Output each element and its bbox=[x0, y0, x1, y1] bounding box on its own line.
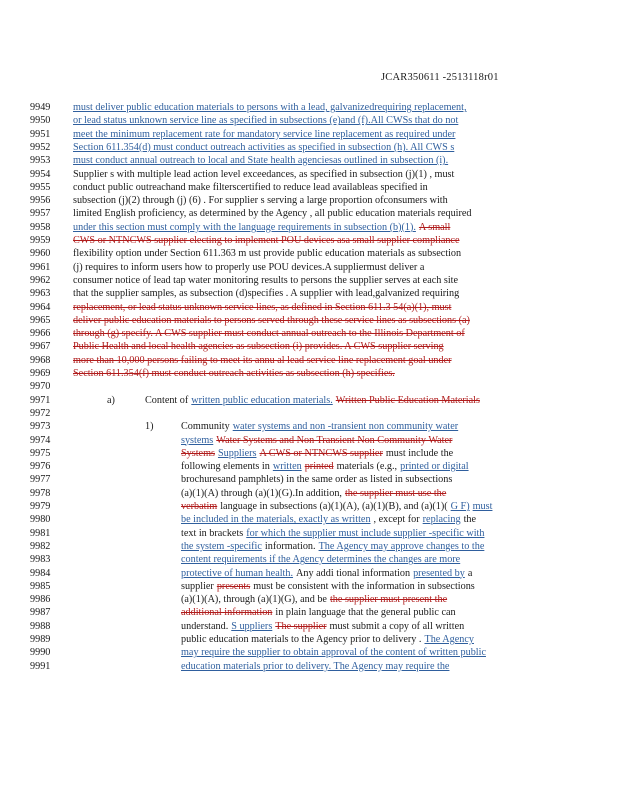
deleted-text: A CWS or NTNCWS supplier bbox=[259, 447, 383, 459]
text-run: following elements in bbox=[181, 461, 270, 473]
line-number: 9978 bbox=[30, 487, 51, 499]
line-number: 9974 bbox=[30, 434, 51, 446]
text-run: Content of bbox=[145, 394, 189, 406]
text-run: understand. bbox=[181, 620, 229, 632]
line-text bbox=[73, 274, 545, 287]
line-text bbox=[73, 181, 545, 194]
text-run: (a)(1)(A) through (a)(1)(G).In addition, bbox=[181, 487, 342, 499]
text-run: in plain language that the general public can bbox=[275, 607, 456, 619]
line-text bbox=[73, 340, 545, 353]
text-run: Supplier s with multiple lead action level exceedances, as specified in subsection (j)(1) , must bbox=[73, 168, 455, 180]
line-number: 9976 bbox=[30, 461, 51, 473]
deleted-text: the supplier must use the bbox=[344, 487, 447, 499]
line-text bbox=[73, 247, 545, 260]
line-number: 9987 bbox=[30, 607, 51, 619]
text-run: brochuresand pamphlets) in the same order as listed in subsections bbox=[181, 474, 453, 486]
line-number: 9963 bbox=[30, 288, 51, 300]
document-line bbox=[0, 553, 618, 566]
line-number: 9952 bbox=[30, 141, 51, 153]
text-run: language in subsections (a)(1)(A), (a)(1)(B), and (a)(1)( bbox=[220, 501, 448, 512]
document-line bbox=[0, 234, 618, 247]
line-number: 9984 bbox=[30, 567, 51, 579]
line-text bbox=[73, 367, 545, 380]
text-run: materials (e.g., bbox=[336, 461, 398, 473]
document-line bbox=[0, 513, 618, 526]
deleted-text: verbatim bbox=[181, 501, 218, 512]
document-line bbox=[0, 354, 618, 367]
line-number: 9988 bbox=[30, 620, 51, 632]
line-text bbox=[73, 261, 545, 274]
line-number: 9975 bbox=[30, 447, 51, 459]
deleted-text: presents bbox=[216, 580, 251, 592]
deleted-text: Water Systems and Non Transient Non Community Water bbox=[216, 434, 453, 446]
document-line bbox=[0, 606, 618, 619]
document-line bbox=[0, 567, 618, 580]
document-line bbox=[0, 181, 618, 194]
line-number: 9961 bbox=[30, 261, 51, 273]
line-text bbox=[181, 646, 545, 659]
document-line bbox=[0, 327, 618, 340]
inserted-text: The Agency bbox=[424, 634, 474, 645]
text-run: the bbox=[463, 514, 477, 526]
text-run: flexibility option under Section 611.363 m ust provide public education materials as subsection bbox=[73, 248, 462, 260]
deleted-text: Section 611.354(f) must conduct outreach activities as subsection (h) specifies. bbox=[73, 368, 395, 379]
line-number: 9990 bbox=[30, 647, 51, 659]
text-run: that the supplier samples, as subsection (d)specifies . A supplier with lead,galvanized requiring bbox=[73, 288, 460, 300]
document-line bbox=[0, 646, 618, 659]
inserted-text: must conduct annual outreach to local and State health agenciesas outlined in subsection (i). bbox=[73, 155, 449, 167]
line-number: 9991 bbox=[30, 660, 51, 672]
line-text bbox=[181, 500, 545, 513]
line-text bbox=[181, 487, 545, 500]
inserted-text: G F) bbox=[450, 501, 470, 512]
line-number: 9973 bbox=[30, 421, 51, 433]
document-line bbox=[0, 221, 618, 234]
inserted-text: written bbox=[272, 461, 302, 473]
document-line bbox=[0, 207, 618, 220]
text-run: , except for bbox=[373, 514, 420, 526]
inserted-text: meet the minimum replacement rate for mandatory service line replacement as required under bbox=[73, 128, 456, 140]
deleted-text: additional information bbox=[181, 607, 273, 619]
line-number: 9966 bbox=[30, 328, 51, 340]
document-line bbox=[0, 168, 618, 181]
line-number: 9964 bbox=[30, 301, 51, 313]
inserted-text: water systems and non -transient non community water bbox=[232, 421, 459, 433]
deleted-text: The supplier bbox=[275, 620, 327, 632]
line-text bbox=[73, 154, 545, 167]
deleted-text: printed bbox=[304, 461, 334, 473]
line-text bbox=[181, 460, 545, 473]
line-text bbox=[181, 513, 545, 526]
inserted-text: written public education materials. bbox=[191, 394, 333, 406]
document-line bbox=[0, 314, 618, 327]
text-run: a bbox=[467, 567, 473, 579]
text-run: (a)(1)(A), through (a)(1)(G), and be bbox=[181, 594, 327, 606]
text-run: (j) requires to inform users how to properly use POU devices.A suppliermust deliver a bbox=[73, 261, 425, 273]
line-text bbox=[73, 234, 545, 247]
line-text bbox=[73, 287, 545, 300]
document-line bbox=[0, 287, 618, 300]
text-run: must include the bbox=[385, 447, 454, 459]
line-number: 9971 bbox=[30, 394, 51, 406]
document-line bbox=[0, 101, 618, 114]
line-text bbox=[73, 114, 545, 127]
text-run: supplier bbox=[181, 580, 214, 592]
line-text bbox=[181, 420, 545, 433]
deleted-text: Written Public Education Materials bbox=[335, 394, 480, 406]
inserted-text: S uppliers bbox=[231, 620, 273, 632]
document-line bbox=[0, 420, 618, 433]
document-line bbox=[0, 580, 618, 593]
line-text bbox=[181, 567, 545, 580]
inserted-text: The Agency may approve changes to the bbox=[318, 540, 485, 552]
line-number: 9979 bbox=[30, 501, 51, 512]
document-line bbox=[0, 620, 618, 633]
document-line bbox=[0, 660, 618, 673]
document-line bbox=[0, 274, 618, 287]
line-text bbox=[181, 620, 545, 633]
deleted-text: replacement, or lead status unknown service lines, as defined in Section 611.3 54(a)(1), must bbox=[73, 301, 452, 313]
list-marker: 1) bbox=[145, 421, 154, 433]
document-line bbox=[0, 114, 618, 127]
document-line bbox=[0, 141, 618, 154]
inserted-text: under this section must comply with the language requirements in subsection (b)(1). bbox=[73, 221, 416, 233]
document-line bbox=[0, 394, 618, 407]
document-line bbox=[0, 593, 618, 606]
line-number: 9950 bbox=[30, 115, 51, 127]
document-line bbox=[0, 460, 618, 473]
inserted-text: be included in the materials, exactly as written bbox=[181, 514, 371, 526]
line-number: 9980 bbox=[30, 514, 51, 526]
line-text bbox=[181, 606, 545, 619]
line-number: 9989 bbox=[30, 634, 51, 645]
line-number: 9956 bbox=[30, 195, 51, 207]
inserted-text: printed or digital bbox=[400, 461, 469, 473]
line-text bbox=[73, 207, 545, 220]
inserted-text: presented by bbox=[413, 567, 465, 579]
document-id-header: JCAR350611 -2513118r01 bbox=[381, 72, 499, 83]
inserted-text: education materials prior to delivery. The Agency may require the bbox=[181, 660, 450, 672]
text-run: subsection (j)(2) through (j) (6) . For supplier s serving a large proportion ofconsumers with bbox=[73, 195, 448, 207]
deleted-text: deliver public education materials to persons served through these service lines as subsections (a) bbox=[73, 314, 470, 326]
text-run: information. bbox=[264, 540, 316, 552]
line-number: 9949 bbox=[30, 102, 51, 113]
inserted-text: must deliver public education materials to persons with a lead, galvanizedrequiring replacement, bbox=[73, 102, 467, 113]
line-text bbox=[73, 141, 545, 154]
inserted-text: or lead status unknown service line as specified in subsections (e)and (f).All CWSs that do not bbox=[73, 115, 459, 127]
inserted-text: Suppliers bbox=[217, 447, 257, 459]
line-text bbox=[73, 301, 545, 314]
line-number: 9972 bbox=[30, 407, 51, 419]
line-text bbox=[181, 447, 545, 460]
document-line bbox=[0, 340, 618, 353]
document-line bbox=[0, 247, 618, 260]
line-text bbox=[181, 434, 545, 447]
inserted-text: systems bbox=[181, 434, 214, 446]
document-line bbox=[0, 367, 618, 380]
line-text bbox=[73, 101, 545, 114]
document-line bbox=[0, 407, 618, 420]
document-line bbox=[0, 540, 618, 553]
line-number: 9958 bbox=[30, 221, 51, 233]
text-run: Any addi tional information bbox=[296, 567, 411, 579]
text-run: consumer notice of lead tap water monitoring results to persons the supplier serves at each site bbox=[73, 274, 459, 286]
line-text bbox=[73, 314, 545, 327]
text-run: public education materials to the Agency prior to delivery . bbox=[181, 634, 422, 645]
line-number: 9960 bbox=[30, 248, 51, 260]
text-run: Community bbox=[181, 421, 230, 433]
text-run: limited English proficiency, as determined by the Agency , all public education materials required bbox=[73, 208, 472, 220]
line-text bbox=[181, 540, 545, 553]
document-line bbox=[0, 194, 618, 207]
line-number: 9985 bbox=[30, 580, 51, 592]
inserted-text: the system -specific bbox=[181, 540, 262, 552]
inserted-text: may require the supplier to obtain approval of the content of written public bbox=[181, 647, 486, 659]
inserted-text: replacing bbox=[422, 514, 461, 526]
line-text bbox=[181, 527, 545, 540]
line-number: 9981 bbox=[30, 527, 51, 539]
line-text bbox=[73, 168, 545, 181]
line-number: 9951 bbox=[30, 128, 51, 140]
deleted-text: through (g) specify. A CWS supplier must conduct annual outreach to the Illinois Department of bbox=[73, 328, 465, 340]
inserted-text: must bbox=[472, 501, 493, 512]
line-number: 9967 bbox=[30, 341, 51, 353]
line-number: 9957 bbox=[30, 208, 51, 220]
document-line bbox=[0, 447, 618, 460]
inserted-text: Section 611.354(d) must conduct outreach activities as specified in subsection (h). All CWS s bbox=[73, 141, 455, 153]
text-run: must be consistent with the information in subsections bbox=[253, 580, 475, 592]
line-text bbox=[73, 194, 545, 207]
document-line bbox=[0, 473, 618, 486]
document-line bbox=[0, 633, 618, 646]
line-number: 9965 bbox=[30, 314, 51, 326]
inserted-text: content requirements if the Agency determines the changes are more bbox=[181, 554, 461, 566]
document-line bbox=[0, 128, 618, 141]
deleted-text: Public Health and local health agencies as subsection (i) provides. A CWS supplier serving bbox=[73, 341, 444, 353]
document-line bbox=[0, 380, 618, 393]
document-line bbox=[0, 487, 618, 500]
line-number: 9977 bbox=[30, 474, 51, 486]
deleted-text: Systems bbox=[181, 447, 215, 459]
line-text bbox=[73, 327, 545, 340]
line-number: 9959 bbox=[30, 235, 51, 246]
document-line bbox=[0, 261, 618, 274]
line-number: 9962 bbox=[30, 274, 51, 286]
text-run: conduct public outreachand make filterscertified to reduce lead availableas specified in bbox=[73, 181, 428, 193]
line-text bbox=[181, 633, 545, 646]
line-number: 9969 bbox=[30, 368, 51, 379]
line-number: 9986 bbox=[30, 594, 51, 606]
document-line bbox=[0, 500, 618, 513]
line-text bbox=[181, 593, 545, 606]
deleted-text: CWS or NTNCWS supplier electing to implement POU devices asa small supplier compliance bbox=[73, 235, 460, 246]
line-text bbox=[181, 660, 545, 673]
document-line bbox=[0, 434, 618, 447]
line-text bbox=[73, 354, 545, 367]
line-text bbox=[181, 473, 545, 486]
text-run: text in brackets bbox=[181, 527, 244, 539]
line-text bbox=[181, 580, 545, 593]
line-number: 9983 bbox=[30, 554, 51, 566]
line-number: 9953 bbox=[30, 155, 51, 167]
document-line bbox=[0, 154, 618, 167]
inserted-text: protective of human health. bbox=[181, 567, 294, 579]
deleted-text: more than 10,000 persons failing to meet its annu al lead service line replacement goal under bbox=[73, 354, 452, 366]
deleted-text: A small bbox=[418, 221, 451, 233]
deleted-text: the supplier must present the bbox=[329, 594, 448, 606]
line-number: 9955 bbox=[30, 181, 51, 193]
line-number: 9968 bbox=[30, 354, 51, 366]
inserted-text: for which the supplier must include supplier -specific with bbox=[246, 527, 485, 539]
line-text bbox=[181, 553, 545, 566]
line-text bbox=[73, 221, 545, 234]
line-number: 9954 bbox=[30, 168, 51, 180]
text-run: must submit a copy of all written bbox=[329, 620, 465, 632]
list-marker: a) bbox=[107, 394, 115, 406]
document-line bbox=[0, 527, 618, 540]
line-number: 9982 bbox=[30, 540, 51, 552]
line-number: 9970 bbox=[30, 381, 51, 393]
line-text bbox=[145, 394, 545, 407]
document-line bbox=[0, 301, 618, 314]
line-text bbox=[73, 128, 545, 141]
